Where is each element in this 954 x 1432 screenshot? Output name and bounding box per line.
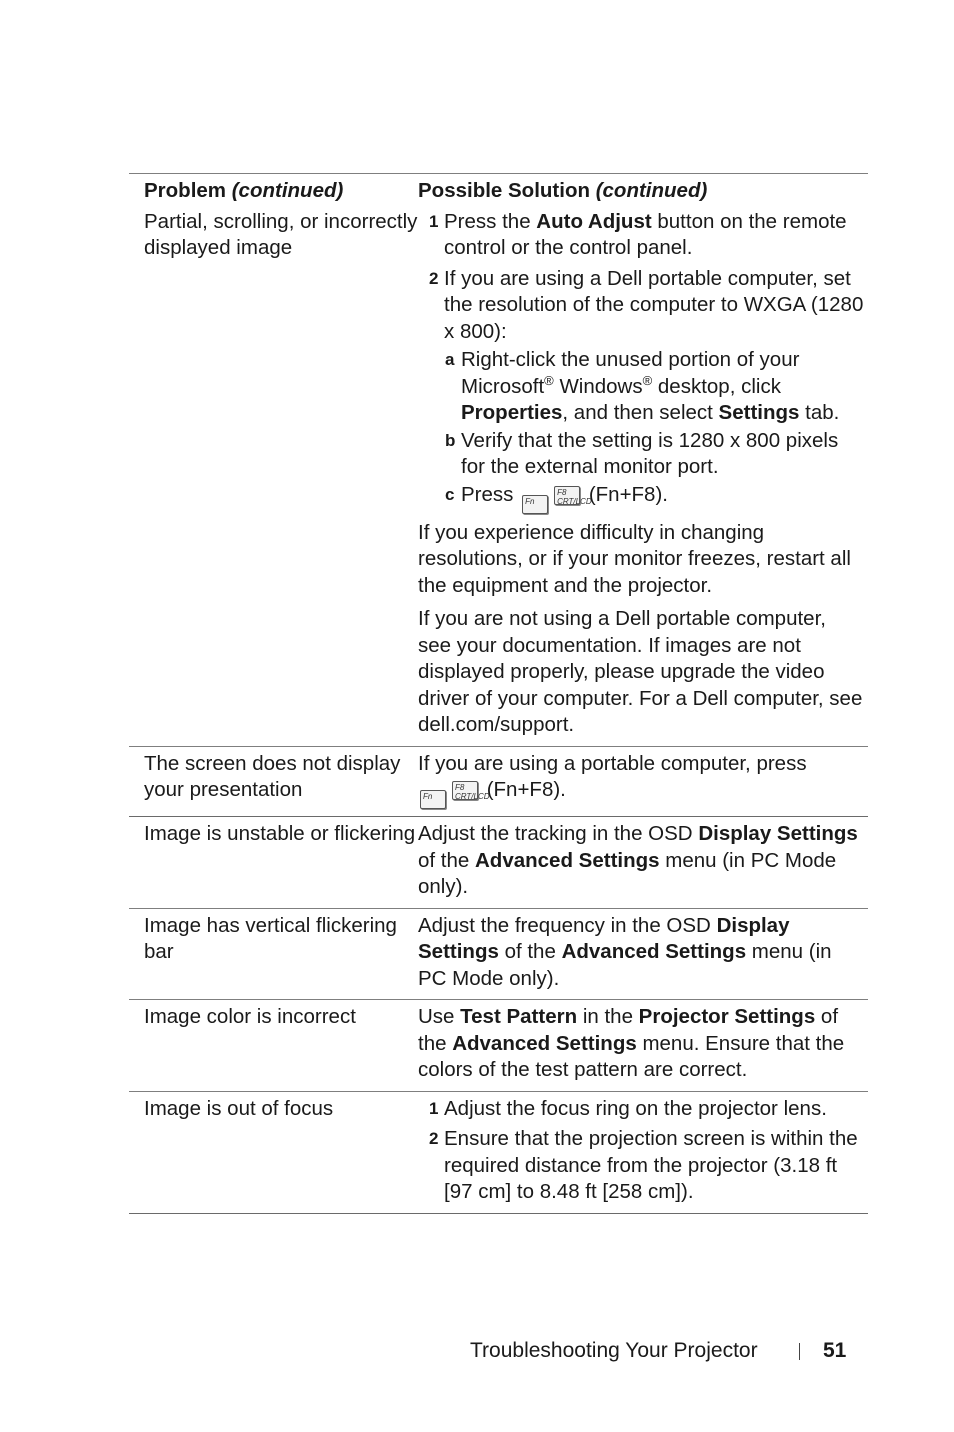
solution-text-part: If you are using a portable computer, press	[418, 751, 807, 775]
page-footer	[470, 1337, 848, 1365]
step-text-part: button on the remote control or the control panel.	[444, 209, 847, 259]
problem-cell	[129, 913, 418, 993]
solution-paragraph: If you experience difficulty in changing resolutions, or if your monitor freezes, restart all the equipment and the projector.	[418, 520, 851, 597]
substep-text-part: Right-click the unused portion of your Microsoft	[461, 348, 800, 398]
f8-crt-lcd-key-icon: F8 CRT/LCD	[554, 486, 580, 505]
problem-cell	[129, 821, 418, 901]
fn-key-icon: Fn	[420, 790, 446, 809]
step-text: If you are using a Dell portable computer, set the resolution of the computer to WXGA (1280 x 800):	[444, 266, 864, 343]
solution-text-part: Adjust the frequency in the OSD	[418, 913, 717, 937]
projector-settings-term: Projector Settings	[638, 1005, 816, 1028]
problem-text: Image has vertical flickering bar	[144, 913, 397, 963]
substep-text-part: Press	[461, 482, 514, 506]
solution-text-part: of the	[498, 940, 562, 963]
settings-term: Settings	[718, 401, 800, 424]
substep-text: Verify that the setting is 1280 x 800 pixels for the external monitor port.	[461, 428, 839, 478]
page-number: 51	[823, 1339, 847, 1362]
problem-text: Partial, scrolling, or incorrectly displayed image	[144, 209, 418, 259]
problem-cell	[129, 1004, 418, 1084]
fn-key-icon: Fn	[522, 495, 548, 514]
table-row	[129, 909, 868, 1000]
problem-cell	[129, 751, 418, 810]
lettered-substep	[418, 347, 864, 427]
substep-text-part: , and then select	[562, 401, 719, 424]
solution-text-part: menu. Ensure that the colors of the test pattern are correct.	[418, 1031, 845, 1081]
solution-paragraph: If you are not using a Dell portable computer, see your documentation. If images are not displayed properly, please upgrade the video driver of your computer. For a Dell computer, see dell.com/support.	[418, 607, 863, 736]
table-header-row	[129, 174, 868, 209]
table-row	[129, 747, 868, 817]
solution-text-part: menu (in PC Mode only).	[418, 940, 832, 990]
problem-cell	[129, 209, 418, 739]
registered-mark: ®	[544, 372, 554, 388]
troubleshooting-table	[129, 173, 868, 1214]
properties-term: Properties	[461, 401, 563, 424]
solution-text	[418, 1004, 864, 1084]
numbered-step	[418, 266, 864, 346]
solution-cell	[418, 821, 868, 901]
step-text: Ensure that the projection screen is within the required distance from the projector (3.18 ft [97 cm] to 8.48 ft [258 cm]).	[444, 1127, 858, 1203]
footer-separator	[799, 1343, 800, 1360]
display-settings-term: Display Settings	[698, 822, 858, 845]
solution-cell	[418, 913, 868, 993]
solution-text-part: (Fn+F8).	[486, 778, 566, 801]
step-number: 2	[429, 268, 439, 288]
step-number: 1	[429, 1098, 439, 1118]
solution-cell	[418, 751, 868, 810]
registered-mark: ®	[642, 372, 653, 388]
numbered-step	[418, 1096, 864, 1123]
header-solution-suffix: (continued)	[595, 179, 708, 202]
step-text-part: Press the	[444, 209, 537, 233]
solution-cell	[418, 1004, 868, 1084]
step-number: 2	[429, 1129, 439, 1148]
table-row	[129, 1092, 868, 1213]
solution-text	[418, 821, 864, 901]
advanced-settings-term: Advanced Settings	[561, 940, 747, 963]
substep-text-part: Windows	[553, 374, 643, 398]
problem-text: The screen does not display your presentation	[144, 751, 401, 801]
table-row	[129, 817, 868, 908]
substep-letter: c	[445, 484, 455, 504]
header-solution	[418, 174, 868, 209]
header-problem-label: Problem	[144, 179, 227, 202]
footer-section-title: Troubleshooting Your Projector	[470, 1339, 758, 1362]
substep-text	[461, 347, 864, 427]
lettered-substep	[418, 428, 864, 481]
table-bottom-rule	[129, 1213, 868, 1214]
test-pattern-term: Test Pattern	[460, 1005, 578, 1028]
table-row	[129, 209, 868, 746]
solution-text-part: Adjust the tracking in the OSD	[418, 822, 699, 845]
numbered-step	[418, 1126, 864, 1206]
header-problem	[129, 174, 418, 209]
f8-crt-lcd-key-icon: F8 CRT/LCD	[452, 781, 478, 800]
solution-text-part: menu (in PC Mode only).	[418, 848, 837, 898]
substep-text-part: tab.	[799, 401, 840, 424]
substep-text-part: (Fn+F8).	[588, 482, 668, 506]
problem-cell	[129, 1096, 418, 1206]
advanced-settings-term: Advanced Settings	[452, 1031, 637, 1055]
solution-cell	[418, 209, 868, 739]
advanced-settings-term: Advanced Settings	[475, 848, 660, 872]
substep-letter: b	[445, 430, 456, 450]
step-text: Adjust the focus ring on the projector lens.	[444, 1096, 827, 1120]
solution-text-part: of the	[418, 1005, 839, 1055]
numbered-step	[418, 209, 864, 262]
solution-cell	[418, 1096, 868, 1206]
substep-text-part: desktop, click	[652, 374, 781, 398]
solution-text	[418, 751, 864, 810]
header-solution-label: Possible Solution	[418, 179, 590, 202]
display-settings-term: Display Settings	[418, 913, 790, 963]
step-number: 1	[429, 211, 439, 231]
lettered-substep	[418, 482, 864, 514]
table-row	[129, 1000, 868, 1091]
solution-text-part: Use	[418, 1005, 461, 1028]
step-text	[444, 209, 864, 262]
problem-text: Image is unstable or flickering	[144, 822, 416, 845]
substep-text	[461, 482, 864, 514]
substep-letter: a	[445, 350, 455, 369]
solution-text	[418, 913, 864, 993]
problem-text: Image color is incorrect	[144, 1005, 356, 1028]
solution-text-part: in the	[577, 1005, 639, 1028]
solution-text-part: of the	[418, 848, 475, 872]
header-problem-suffix: (continued)	[231, 179, 344, 202]
problem-text: Image is out of focus	[144, 1096, 334, 1120]
auto-adjust-term: Auto Adjust	[536, 209, 652, 233]
